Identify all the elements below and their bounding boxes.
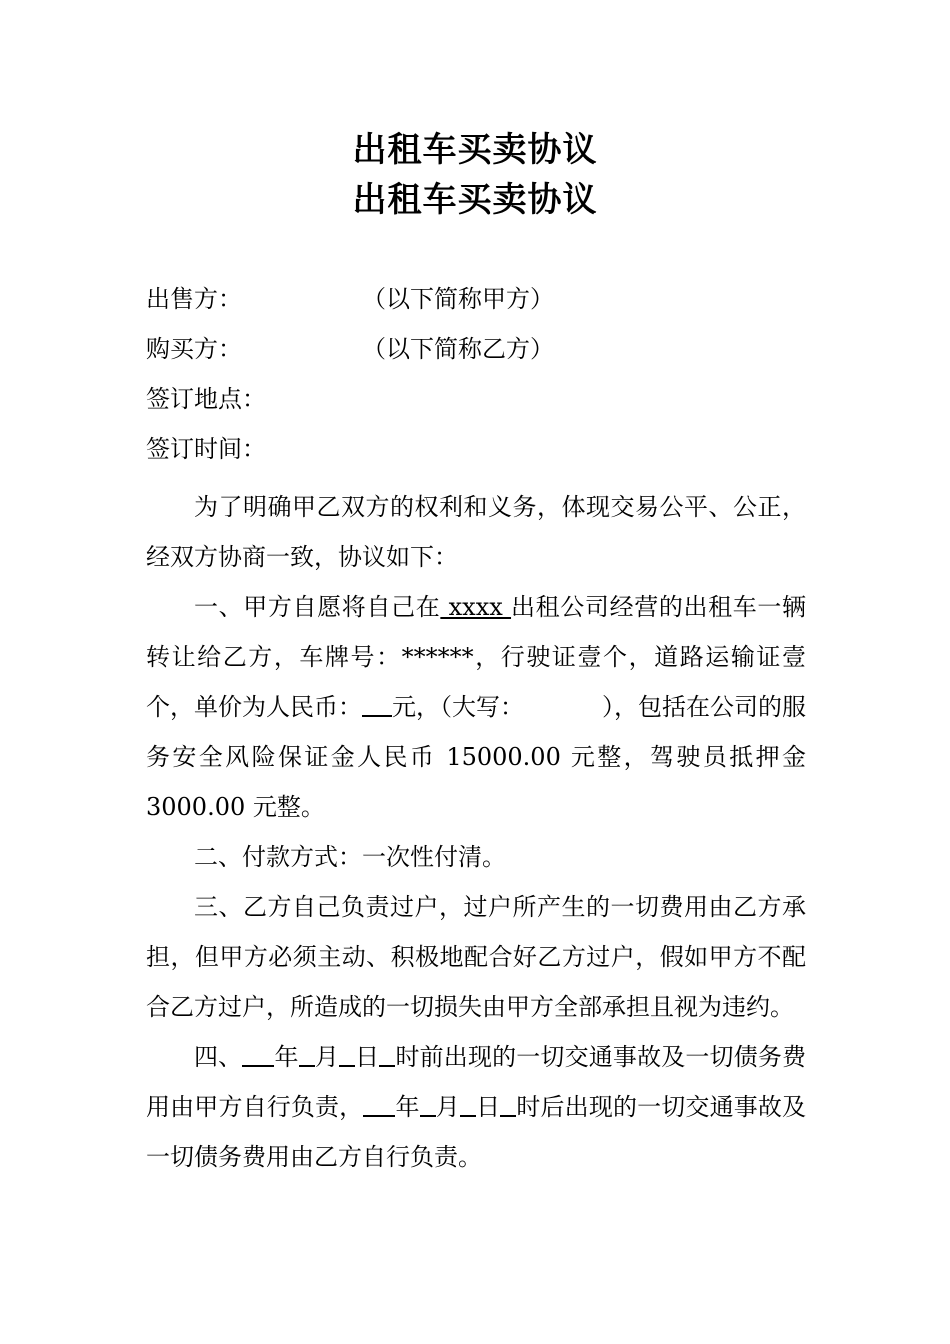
day-blank-2: [460, 1091, 476, 1117]
document-title-repeat: 出租车买卖协议: [352, 180, 598, 220]
hour-blank-2: [500, 1091, 516, 1117]
agreement-body: [146, 482, 806, 1182]
signing-place-field: [146, 384, 266, 414]
clause-2: 二、付款方式：一次性付清。: [194, 843, 506, 871]
month-blank: [299, 1041, 315, 1067]
year-blank-2: [363, 1091, 395, 1117]
company-name: xxxx: [440, 593, 512, 621]
seller-label: 出售方：: [146, 285, 242, 313]
seller-field: [146, 284, 554, 314]
signing-place-label: 签订地点：: [146, 385, 266, 413]
buyer-note: （以下简称乙方）: [362, 335, 554, 363]
signing-time-label: 签订时间：: [146, 435, 266, 463]
day-blank: [339, 1041, 355, 1067]
clause-4: 四、 年 月 日 时前出现的一切交通事故及一切债务费用由甲方自行负责， 年 月 日 时后出现的一切交通事故及一切债务费用由乙方自行负责。: [146, 1032, 806, 1182]
month-blank-2: [420, 1091, 436, 1117]
price-blank: [362, 691, 392, 717]
clause-3: 三、乙方自己负责过户，过户所产生的一切费用由乙方承担，但甲方必须主动、积极地配合好乙方过户，假如甲方不配合乙方过户，所造成的一切损失由甲方全部承担且视为违约。: [146, 893, 806, 1021]
signing-time-field: [146, 434, 266, 464]
year-blank: [242, 1041, 274, 1067]
document-title: 出租车买卖协议: [352, 130, 598, 170]
hour-blank: [379, 1041, 395, 1067]
clause-1: 一、甲方自愿将自己在 xxxx 出租公司经营的出租车一辆转让给乙方，车牌号：******，行驶证壹个，道路运输证壹个，单价为人民币： 元，（大写： ），包括在公司的服务安全风险保证金人民币 15000.00 元整，驾驶员抵押金 3000.00 元整。: [146, 593, 807, 821]
seller-note: （以下简称甲方）: [362, 285, 554, 313]
intro-paragraph: 为了明确甲乙双方的权利和义务，体现交易公平、公正，经双方协商一致，协议如下：: [146, 493, 806, 571]
buyer-field: [146, 334, 554, 364]
buyer-label: 购买方：: [146, 335, 242, 363]
